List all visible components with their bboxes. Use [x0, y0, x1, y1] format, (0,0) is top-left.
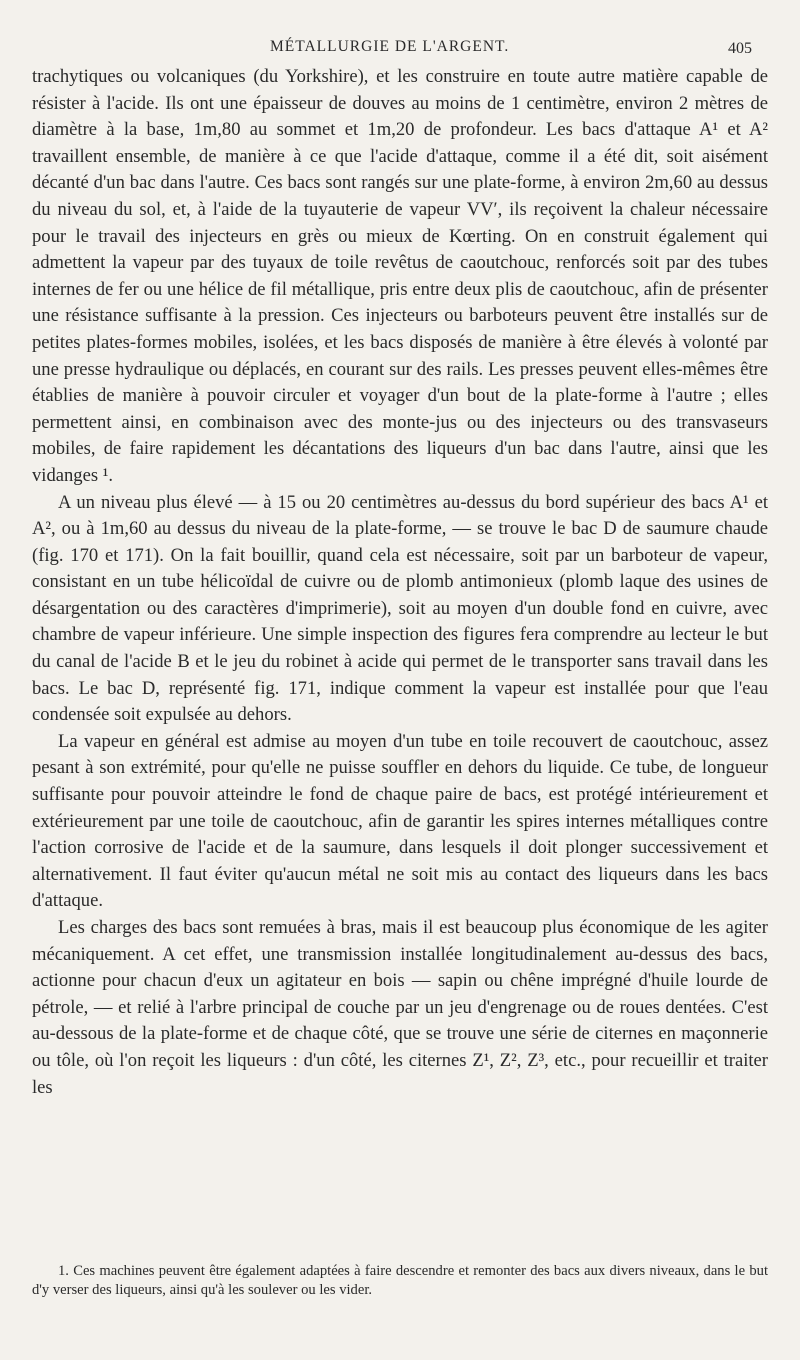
paragraph: La vapeur en général est admise au moyen d'un tube en toile recouvert de caoutchouc, assez pesant à son extrémité, pour qu'elle ne puisse souffler en dehors du liquide. Ce tube, de longueur suffisante pour pouvoir atteindre le fond de chaque paire de bacs, est protégé intérieurement et extérieurement par une toile de caoutchouc, afin de garantir les spires internes métalliques contre l'action corrosive de l'acide et de la saumure, dans lesquels il doit plonger successivement et alternativement. Il faut éviter qu'aucun métal ne soit mis au contact des liqueurs dans les bacs d'attaque. [32, 730, 768, 912]
body-text [32, 64, 768, 1101]
paragraph: A un niveau plus élevé — à 15 ou 20 centimètres au-dessus du bord supérieur des bacs A¹ et A², ou à 1m,60 au dessus du niveau de la plate-forme, — se trouve le bac D de saumure chaude (fig. 170 et 171). On la fait bouillir, quand cela est nécessaire, soit par un barboteur de vapeur, consistant en un tube hélicoïdal de cuivre ou de plomb antimonieux (plomb laque des usines de désargentation ou des caractères d'imprimerie), soit au moyen d'un double fond en cuivre, avec chambre de vapeur inférieure. Une simple inspection des figures fera comprendre au lecteur le but du canal de l'acide B et le jeu du robinet à acide qui permet de le transporter sans travail dans les bacs. Le bac D, représenté fig. 171, indique comment la vapeur est installée pour que l'eau condensée soit expulsée au dehors. [32, 491, 768, 726]
paragraph-continued: trachytiques ou volcaniques (du Yorkshire), et les construire en toute autre matière capable de résister à l'acide. Ils ont une épaisseur de douves au moins de 1 centimètre, environ 2 mètres de diamètre à la base, 1m,80 au sommet et 1m,20 de profondeur. Les bacs d'attaque A¹ et A² travaillent ensemble, de manière à ce que l'acide d'attaque, comme il a été dit, soit aisément décanté d'un bac dans l'autre. Ces bacs sont rangés sur une plate-forme, à environ 2m,60 au dessus du niveau du sol, et, à l'aide de la tuyauterie de vapeur VV′, ils reçoivent la chaleur nécessaire pour le travail des injecteurs en grès ou mieux de Kœrting. On en construit également qui admettent la vapeur par des tuyaux de toile revêtus de caoutchouc, renforcés soit par des tubes internes de fer ou une hélice de fil métallique, pris entre deux plis de caoutchouc, afin de présenter une résistance suffisante à la pression. Ces injecteurs ou barboteurs peuvent être installés sur de petites plates-formes mobiles, isolées, et les bacs disposés de manière à être élevés à volonté par une presse hydraulique ou déplacés, en courant sur des rails. Les presses peuvent elles-mêmes être établies de manière à pouvoir circuler et voyager d'un bout de la plate-forme à l'autre ; elles permettent ainsi, en combinaison avec des monte-jus ou des injecteurs ou des transvaseurs mobiles, de faire rapidement les décantations des liqueurs d'un bac dans l'autre, ainsi que les vidanges ¹. [32, 66, 768, 486]
running-title: MÉTALLURGIE DE L'ARGENT. [270, 38, 510, 55]
page-number: 405 [728, 40, 752, 57]
footnote-text: 1. Ces machines peuvent être également adaptées à faire descendre et remonter des bacs aux divers niveaux, dans le but d'y verser des liqueurs, ainsi qu'à les soulever ou les vider. [32, 1263, 768, 1298]
footnote [32, 1262, 768, 1300]
paragraph: Les charges des bacs sont remuées à bras, mais il est beaucoup plus économique de les agiter mécaniquement. A cet effet, une transmission installée longitudinalement au-dessus des bacs, actionne pour chacun d'eux un agitateur en bois — sapin ou chêne imprégné d'huile lourde de pétrole, — et relié à l'arbre principal de couche par un jeu d'engrenage ou de roues dentées. C'est au-dessous de la plate-forme et de chaque côté, que se trouve une série de citernes en maçonnerie ou tôle, où l'on reçoit les liqueurs : d'un côté, les citernes Z¹, Z², Z³, etc., pour recueillir et traiter les [32, 917, 768, 1098]
